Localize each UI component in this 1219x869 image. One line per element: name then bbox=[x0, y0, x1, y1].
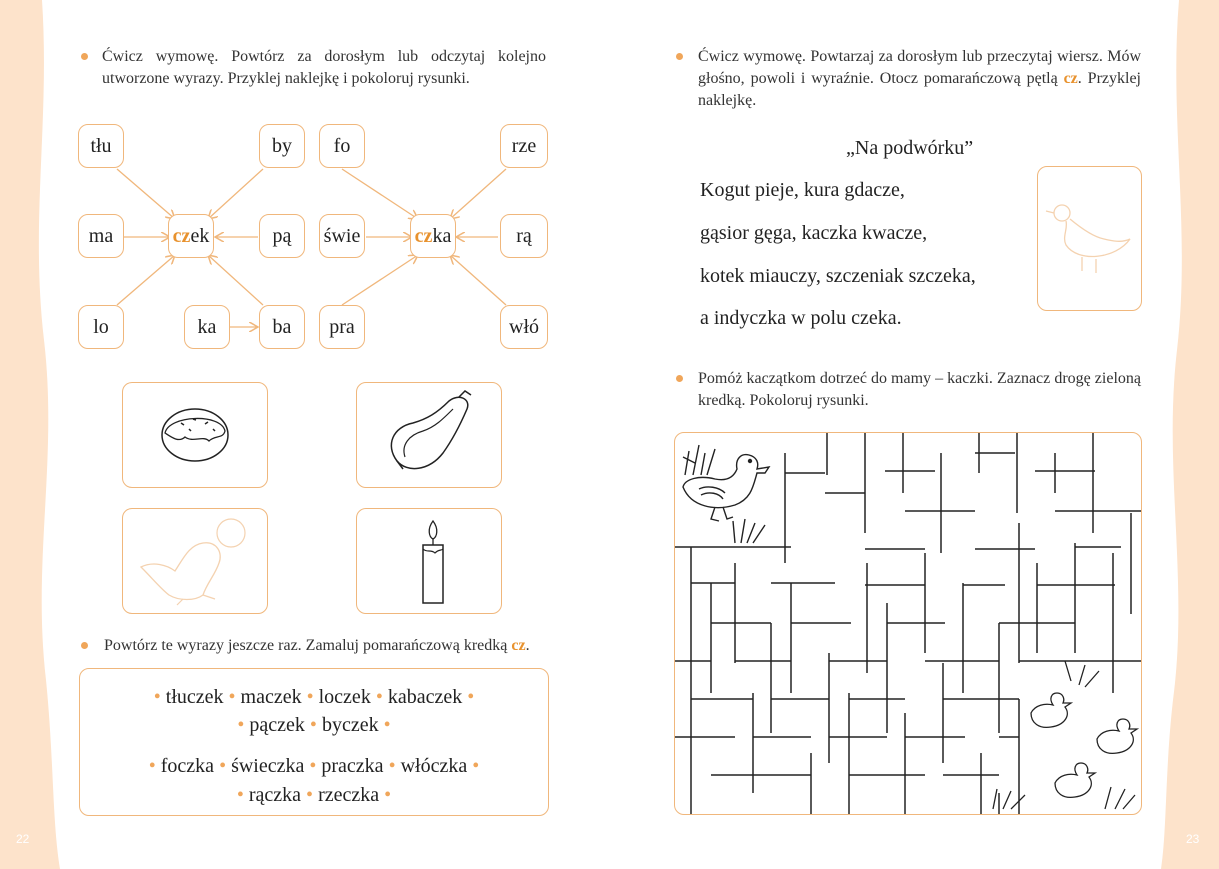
arrows-diagram bbox=[70, 115, 560, 365]
word-list-box bbox=[79, 668, 549, 816]
instruction-text: Ćwicz wymowę. Powtarzaj za dorosłym lub przeczytaj wiersz. Mów głośno, powoli i wyraźnie. Otocz pomarańczową pętlą bbox=[698, 48, 1141, 87]
word: loczek bbox=[318, 686, 371, 708]
word: tłuczek bbox=[165, 686, 224, 708]
picture-box bbox=[356, 508, 502, 614]
word: włóczka bbox=[400, 755, 468, 777]
syllable-pra: pra bbox=[319, 305, 365, 349]
word: pączek bbox=[249, 714, 305, 736]
syllable-ka: ka bbox=[184, 305, 230, 349]
syllable-ma: ma bbox=[78, 214, 124, 258]
word: praczka bbox=[321, 755, 384, 777]
syllable-pa: pą bbox=[259, 214, 305, 258]
seal-icon bbox=[123, 509, 267, 613]
bullet bbox=[81, 642, 88, 649]
picture-box bbox=[122, 382, 268, 488]
word: maczek bbox=[240, 686, 302, 708]
bullet bbox=[81, 53, 88, 60]
instruction-end: . Przyklej naklejkę. bbox=[698, 70, 1141, 109]
candle-icon bbox=[357, 509, 501, 613]
poem-title: „Na podwórku” bbox=[846, 137, 974, 159]
zucchini-icon bbox=[357, 383, 501, 487]
instruction-right-2: Pomóż kaczątkom dotrzeć do mamy – kaczki. Zaznacz drogę zieloną kredką. Pokoloruj rysunki. bbox=[698, 370, 1141, 409]
word-row: • rączka • rzeczka • bbox=[236, 784, 392, 806]
instruction-text: Powtórz te wyrazy jeszcze raz. Zamaluj pomarańczową kredką bbox=[104, 637, 512, 654]
center-syllable-czka bbox=[410, 214, 456, 258]
word: rączka bbox=[248, 784, 302, 806]
syllable-lo: lo bbox=[78, 305, 124, 349]
bullet bbox=[676, 375, 683, 382]
donut-icon bbox=[123, 383, 267, 487]
poem-line: Kogut pieje, kura gdacze, bbox=[700, 179, 905, 201]
poem-line: a indyczka w polu czeka. bbox=[700, 307, 902, 329]
page-number-right: 23 bbox=[1186, 832, 1200, 846]
page-number-left: 22 bbox=[16, 832, 30, 846]
highlight-cz: cz bbox=[414, 224, 433, 247]
bullet bbox=[676, 53, 683, 60]
picture-box bbox=[356, 382, 502, 488]
word-row: • pączek • byczek • bbox=[237, 714, 391, 736]
word: rzeczka bbox=[318, 784, 380, 806]
instruction-end: . bbox=[525, 637, 530, 654]
syllable-fo: fo bbox=[319, 124, 365, 168]
right-margin-wave bbox=[1155, 0, 1219, 869]
center-syllable-czek bbox=[168, 214, 214, 258]
highlight-cz: cz bbox=[172, 224, 191, 247]
word: byczek bbox=[321, 714, 379, 736]
suffix: ek bbox=[190, 224, 210, 247]
instruction-right-1 bbox=[698, 46, 1141, 112]
word: świeczka bbox=[231, 755, 305, 777]
suffix: ka bbox=[432, 224, 452, 247]
duck-icon bbox=[1038, 167, 1141, 310]
syllable-ba: ba bbox=[259, 305, 305, 349]
picture-box-sticker bbox=[122, 508, 268, 614]
maze-icon bbox=[675, 433, 1141, 814]
instruction-left-1: Ćwicz wymowę. Powtórz za dorosłym lub odczytaj kolejno utworzone wyrazy. Przyklej naklejkę i pokoloruj rysunki. bbox=[102, 48, 546, 87]
syllable-tlu: tłu bbox=[78, 124, 124, 168]
syllable-wlo: włó bbox=[500, 305, 548, 349]
word-row: • tłuczek • maczek • loczek • kabaczek • bbox=[153, 686, 475, 708]
sticker-box bbox=[1037, 166, 1142, 311]
maze-box bbox=[674, 432, 1142, 815]
syllable-swie: świe bbox=[319, 214, 365, 258]
left-margin-wave bbox=[0, 0, 70, 869]
poem-line: gąsior gęga, kaczka kwacze, bbox=[700, 222, 928, 244]
instruction-left-2 bbox=[104, 635, 564, 657]
highlight-cz: cz bbox=[1063, 70, 1078, 87]
word: kabaczek bbox=[387, 686, 463, 708]
word: foczka bbox=[160, 755, 215, 777]
syllable-rze: rze bbox=[500, 124, 548, 168]
highlight-cz: cz bbox=[511, 637, 526, 654]
syllable-by: by bbox=[259, 124, 305, 168]
word-row: • foczka • świeczka • praczka • włóczka • bbox=[148, 755, 480, 777]
syllable-ra: rą bbox=[500, 214, 548, 258]
poem-line: kotek miauczy, szczeniak szczeka, bbox=[700, 265, 976, 287]
